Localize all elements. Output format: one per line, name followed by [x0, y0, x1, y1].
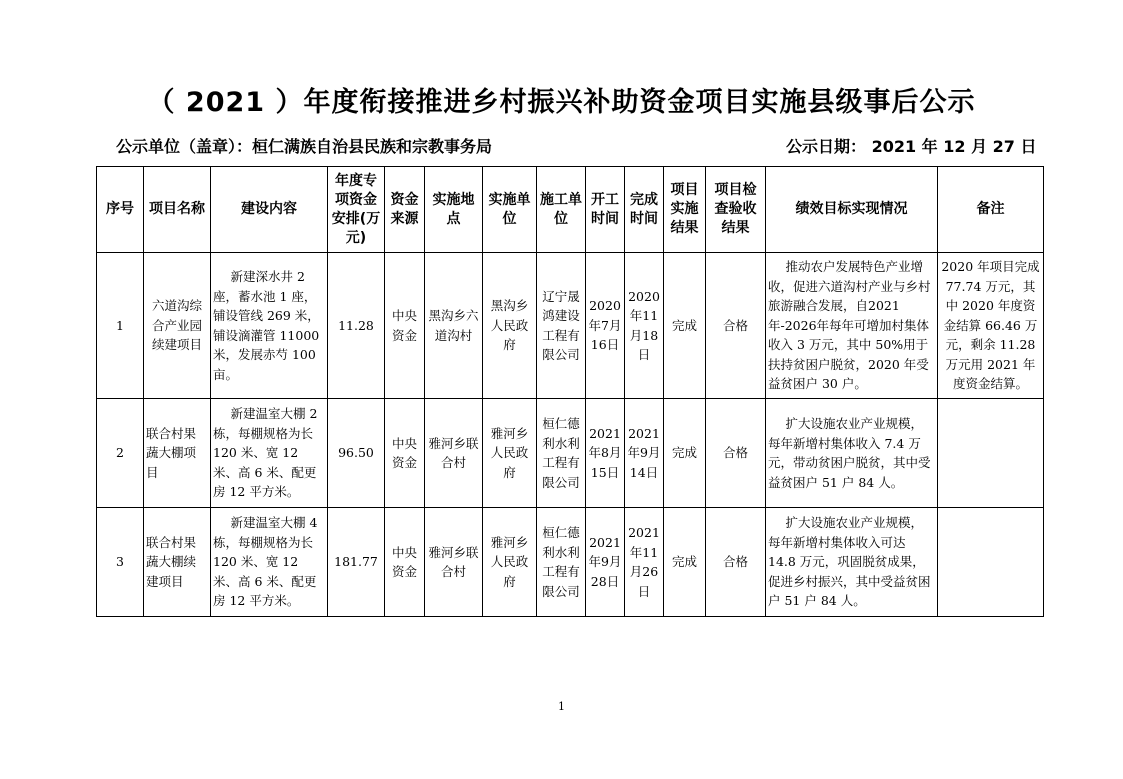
publish-date: 公示日期： 2021 年 12 月 27 日 [786, 137, 1037, 156]
remark: 2020 年项目完成 77.74 万元，其中 2020 年度资金结算 66.46 万元，剩余 11.28 万元用 2021 年度资金结算。 [938, 253, 1044, 399]
page-number: 1 [558, 700, 565, 713]
fund-source: 中央资金 [385, 399, 425, 508]
row-number: 1 [97, 253, 144, 399]
inspection-result: 合格 [706, 399, 766, 508]
completion-date: 2021年11月26日 [625, 508, 664, 617]
project-name: 六道沟综合产业园续建项目 [144, 253, 211, 399]
completion-date: 2020年11月18日 [625, 253, 664, 399]
implementation-result: 完成 [664, 253, 706, 399]
header-cell: 建设内容 [211, 167, 328, 253]
inspection-result: 合格 [706, 253, 766, 399]
implementation-location: 雅河乡联合村 [425, 399, 483, 508]
implementing-unit: 雅河乡人民政府 [483, 508, 537, 617]
table-row [97, 399, 1044, 508]
page-title: （ 2021 ）年度衔接推进乡村振兴补助资金项目实施县级事后公示 [147, 87, 976, 118]
header-cell: 项目名称 [144, 167, 211, 253]
annual-funds: 181.77 [328, 508, 385, 617]
fund-source: 中央资金 [385, 508, 425, 617]
inspection-result: 合格 [706, 508, 766, 617]
table-header-row [97, 167, 1044, 253]
row-number: 3 [97, 508, 144, 617]
start-date: 2021年9月28日 [586, 508, 625, 617]
project-name: 联合村果蔬大棚续建项目 [144, 508, 211, 617]
header-cell: 项目检查验收结果 [706, 167, 766, 253]
remark [938, 508, 1044, 617]
implementation-location: 黑沟乡六道沟村 [425, 253, 483, 399]
completion-date: 2021年9月14日 [625, 399, 664, 508]
table-row [97, 253, 1044, 399]
fund-source: 中央资金 [385, 253, 425, 399]
row-number: 2 [97, 399, 144, 508]
construction-unit: 桓仁德利水利工程有限公司 [537, 399, 586, 508]
header-cell: 完成时间 [625, 167, 664, 253]
implementing-unit: 雅河乡人民政府 [483, 399, 537, 508]
header-cell: 备注 [938, 167, 1044, 253]
annual-funds: 11.28 [328, 253, 385, 399]
header-cell: 绩效目标实现情况 [766, 167, 938, 253]
header-cell: 序号 [97, 167, 144, 253]
annual-funds: 96.50 [328, 399, 385, 508]
header-cell: 年度专项资金安排(万元) [328, 167, 385, 253]
header-cell: 开工时间 [586, 167, 625, 253]
remark [938, 399, 1044, 508]
table-row [97, 508, 1044, 617]
header-cell: 实施单位 [483, 167, 537, 253]
project-table [96, 166, 1044, 617]
publishing-unit: 公示单位（盖章）：桓仁满族自治县民族和宗教事务局 [116, 137, 493, 156]
construction-unit: 桓仁德利水利工程有限公司 [537, 508, 586, 617]
performance-goals: 扩大设施农业产业规模，每年新增村集体收入可达 14.8 万元，巩固脱贫成果，促进乡村振兴，其中受益贫困户 51 户 84 人。 [766, 508, 938, 617]
header-cell: 施工单位 [537, 167, 586, 253]
construction-content: 新建深水井 2 座，蓄水池 1 座，铺设管线 269 米，铺设滴灌管 11000 米，发展赤芍 100 亩。 [211, 253, 328, 399]
performance-goals: 推动农户发展特色产业增收，促进六道沟村产业与乡村旅游融合发展，自2021年-2026年每年可增加村集体收入 3 万元，其中 50%用于扶持贫困户脱贫，2020 年受益贫困户 30 户。 [766, 253, 938, 399]
header-cell: 实施地点 [425, 167, 483, 253]
implementing-unit: 黑沟乡人民政府 [483, 253, 537, 399]
start-date: 2021年8月15日 [586, 399, 625, 508]
performance-goals: 扩大设施农业产业规模，每年新增村集体收入 7.4 万元，带动贫困户脱贫，其中受益贫困户 51 户 84 人。 [766, 399, 938, 508]
project-name: 联合村果蔬大棚项目 [144, 399, 211, 508]
start-date: 2020年7月16日 [586, 253, 625, 399]
implementation-result: 完成 [664, 399, 706, 508]
implementation-location: 雅河乡联合村 [425, 508, 483, 617]
construction-unit: 辽宁晟鸿建设工程有限公司 [537, 253, 586, 399]
header-cell: 资金来源 [385, 167, 425, 253]
implementation-result: 完成 [664, 508, 706, 617]
header-cell: 项目实施结果 [664, 167, 706, 253]
construction-content: 新建温室大棚 4 栋，每棚规格为长 120 米、宽 12 米、高 6 米、配更房 12 平方米。 [211, 508, 328, 617]
construction-content: 新建温室大棚 2 栋，每棚规格为长 120 米、宽 12 米、高 6 米、配更房 12 平方米。 [211, 399, 328, 508]
